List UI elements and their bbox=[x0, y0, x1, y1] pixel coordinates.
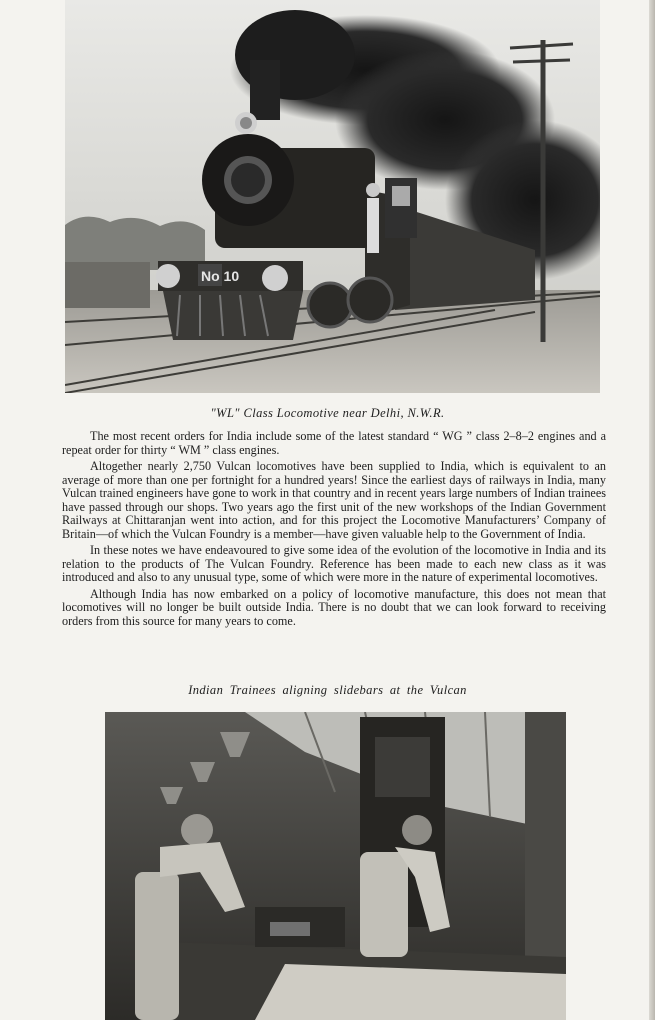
locomotive-photo bbox=[65, 0, 600, 393]
bottom-photo-caption: Indian Trainees aligning slidebars at the Vulcan bbox=[188, 683, 467, 697]
article-body bbox=[62, 430, 606, 631]
paragraph: Although India has now embarked on a policy of locomotive manufacture, this does not mean that locomotives will no longer be built outside India. There is no doubt that we can look forward to receiving orders from this source for many years to come. bbox=[62, 586, 606, 628]
workshop-photo bbox=[105, 712, 566, 1020]
page-edge bbox=[649, 0, 655, 1020]
top-photo-caption: "WL" Class Locomotive near Delhi, N.W.R. bbox=[210, 406, 445, 420]
number-plate: No 10 bbox=[201, 268, 240, 284]
paragraph: The most recent orders for India include some of the latest standard “ WG ” class 2–8–2 engines and a repeat order for thirty “ WM ” class engines. bbox=[62, 429, 606, 457]
paragraph: In these notes we have endeavoured to give some idea of the evolution of the locomotive in India and its relation to the products of The Vulcan Foundry. Reference has been made to each new class as it was introduced and also to any unusual type, some of which were more in the nature of experimental locomotives. bbox=[62, 543, 606, 584]
paragraph: Altogether nearly 2,750 Vulcan locomotives have been supplied to India, which is equivalent to an average of more than one per fortnight for a hundred years! Since the earliest days of railways in India, many Vulcan trained engineers have gone to work in that country and in recent years large numbers of Indian trainees have passed through our shops. Two years ago the first unit of the new workshops of the Indian Government Railways at Chittaranjan went into action, and for this project the Locomotive Manufacturers’ Company of Britain—of which the Vulcan Foundry is a member—have given valuable help to the Government of India. bbox=[62, 459, 606, 541]
